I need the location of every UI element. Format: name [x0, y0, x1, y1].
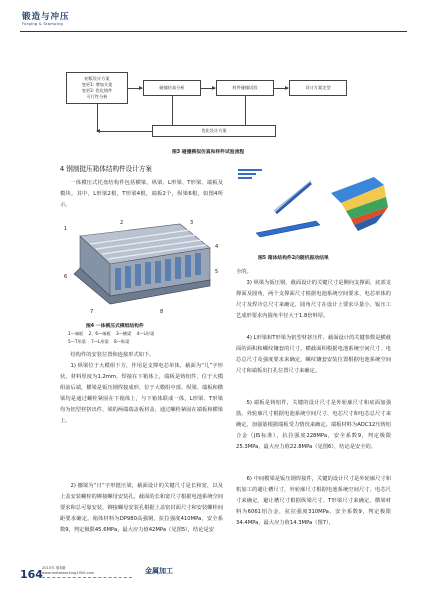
- flow-arrow-3: [274, 88, 288, 89]
- svg-text:7: 7: [90, 309, 94, 315]
- legend-item: 8—纵梁: [114, 339, 130, 344]
- legend-item: 4—L形梁: [136, 331, 155, 336]
- feedback-line-return: [97, 104, 98, 132]
- flow-arrow-1: [128, 88, 142, 89]
- paragraph-3: 3) 纵梁为钣压钢，截面设计的关键尺寸是侧向支撑面，底部支撑面及圆角，两个支撑面尺寸根据电池系统空间要求、电芯单体的尺寸及焊冷总尺寸来确定，圆角尺寸在设计上要求尽量小，钣压工艺成形要求内圆角半径大于1.8倍料厚。: [236, 280, 391, 319]
- paragraph-1: 1) 纵梁位于大模组下方，作用是支撑电芯单体，截面为“几”字形状，材料厚度为1.2mm，焊接在下箱体上，端板是铸铝件，位于大模组前后端，横梁是钣压钢焊接成形，位于大模组中部。纵梁、端板和横梁均是通过螺栓紧固在下箱体上，与下箱体联成一体，L形梁、T形梁均为铝型材挤出件，梁的两端端盖板材盖，通过螺栓紧固在端板和横梁上。: [60, 363, 223, 424]
- flow-arrow-return: [97, 131, 152, 132]
- paragraph-4: 4) L形梁和T形梁为铝型材挤压件，截面设计的关键参数是横截面的面积和螺纹镶套的尺寸。横截面积根据电池系统空间尺寸、电芯总尺寸及强度要求来确定，螺纹镶套安装位置根据电池系统空间尺寸和端板出打孔位置尺寸来确定。: [236, 335, 391, 374]
- paragraph-2: 2) 挪梁为“日”字形挺压梁，截面设计的关键尺寸是长和宽，以及上盖安装螺栓的铆接螺母安装孔，截面的长和宽尺寸根据电池系统空间要求和总可靠安装，铆接螺母安装孔根据上盖密封面尺寸和安装螺栓间距要求确定。箱体材料为DP980高强钢，抗拉强度410MPa，安全系数9，判定极限45.6MPa，最大应力值42MPa（见图5），结论是安: [60, 483, 223, 533]
- svg-text:6: 6: [64, 274, 68, 280]
- legend-item: 3—横梁: [116, 331, 132, 336]
- flow-box-final: 设计方案定型: [289, 80, 347, 96]
- figure3-caption: 图3 碰撞模拟仿真和样件试验流程: [172, 150, 245, 155]
- safe-conclusion: 全的。: [236, 269, 252, 275]
- svg-text:2: 2: [120, 220, 124, 226]
- header-rule: [20, 31, 407, 32]
- journal-subtitle: Forging & Stamping: [22, 22, 64, 26]
- svg-text:3: 3: [190, 220, 194, 226]
- figure5-caption: 图5 箱体结构件2向随机振动结果: [258, 256, 329, 261]
- figure5-illustration: [236, 163, 391, 248]
- footer-rule: [42, 577, 132, 578]
- figure3-flowchart: [60, 62, 390, 142]
- svg-text:1: 1: [64, 226, 68, 232]
- magazine-logo: 金属加工: [145, 567, 173, 575]
- flow-box-parts-impact: 样件碰撞试验: [216, 80, 274, 96]
- svg-text:8: 8: [160, 309, 164, 315]
- paragraph-6: 6) 中间模梁是钣压钢焊接件，关键的设计尺寸是外轮廓尺寸和机加工的避让槽尺寸，外轮廓尺寸根据电池系统空间尺寸、电芯尺寸来确定，避让槽尺寸根据纵梁尺寸、T形梁尺寸来确定。横梁材料为6061铝合金，抗拉强度310MPa，安全系数9，判定极限34.4MPa，最大应力值14.3MPa（图7），: [236, 476, 391, 526]
- paragraph-5: 5) 端板是铸铝件，关键的设计尺寸是外轮廓尺寸和底面加强筋。外轮廓尺寸根据电池系统空间尺寸、电芯尺寸和电芯总尺寸来确定，加强筋根据端板受力情况来确定。端板材料为ADC12压铸铝合金（JIS标准），抗拉强度228MPa，安全系数9，判定极限25.3MPa，最大应力值22.8MPa（见图6），结论是安全的。: [236, 400, 391, 450]
- figure4-legend: [68, 330, 218, 346]
- install-paragraph: 结构件的安装位置和连接形式如下。: [70, 352, 155, 358]
- legend-item: 7—L形梁: [91, 339, 109, 344]
- legend-item: 1—端板: [68, 331, 84, 336]
- feedback-line-right: [245, 96, 246, 126]
- svg-text:4: 4: [215, 244, 219, 250]
- flow-box-optimize: 优化设计方案: [152, 125, 276, 137]
- section-title: 4 钢制挺压箱体结构件设计方案: [60, 165, 153, 173]
- figure4-illustration: [60, 218, 223, 318]
- svg-text:5: 5: [215, 269, 219, 275]
- page-number: 164: [20, 568, 43, 581]
- feedback-line-left: [172, 96, 173, 126]
- issue-line: 2015年 第8期: [42, 566, 66, 570]
- figure4-caption: 图4 一体模压式模组结构件: [86, 324, 144, 329]
- flow-box-design: 初版设计方案 变更1: 增加支架 变更2: 优化铸件 可行性分析: [66, 72, 128, 104]
- flow-arrow-2: [201, 88, 215, 89]
- legend-item: 2、6—端板: [88, 331, 111, 336]
- legend-item: 5—T形梁: [68, 339, 86, 344]
- intro-paragraph: 一体模压式托盘结构件包括横梁、纵梁、L形梁、T形梁、端板及模块。其中，L形梁2根，T形梁4根，端板2个，纵梁6根，如图4所示。: [60, 180, 223, 208]
- journal-title: 锻造与冲压: [22, 12, 70, 22]
- issue-info: [42, 566, 94, 576]
- website-link[interactable]: www.metalworking1950.com: [42, 571, 95, 575]
- flow-box-collision: 碰撞仿真分析: [143, 80, 201, 96]
